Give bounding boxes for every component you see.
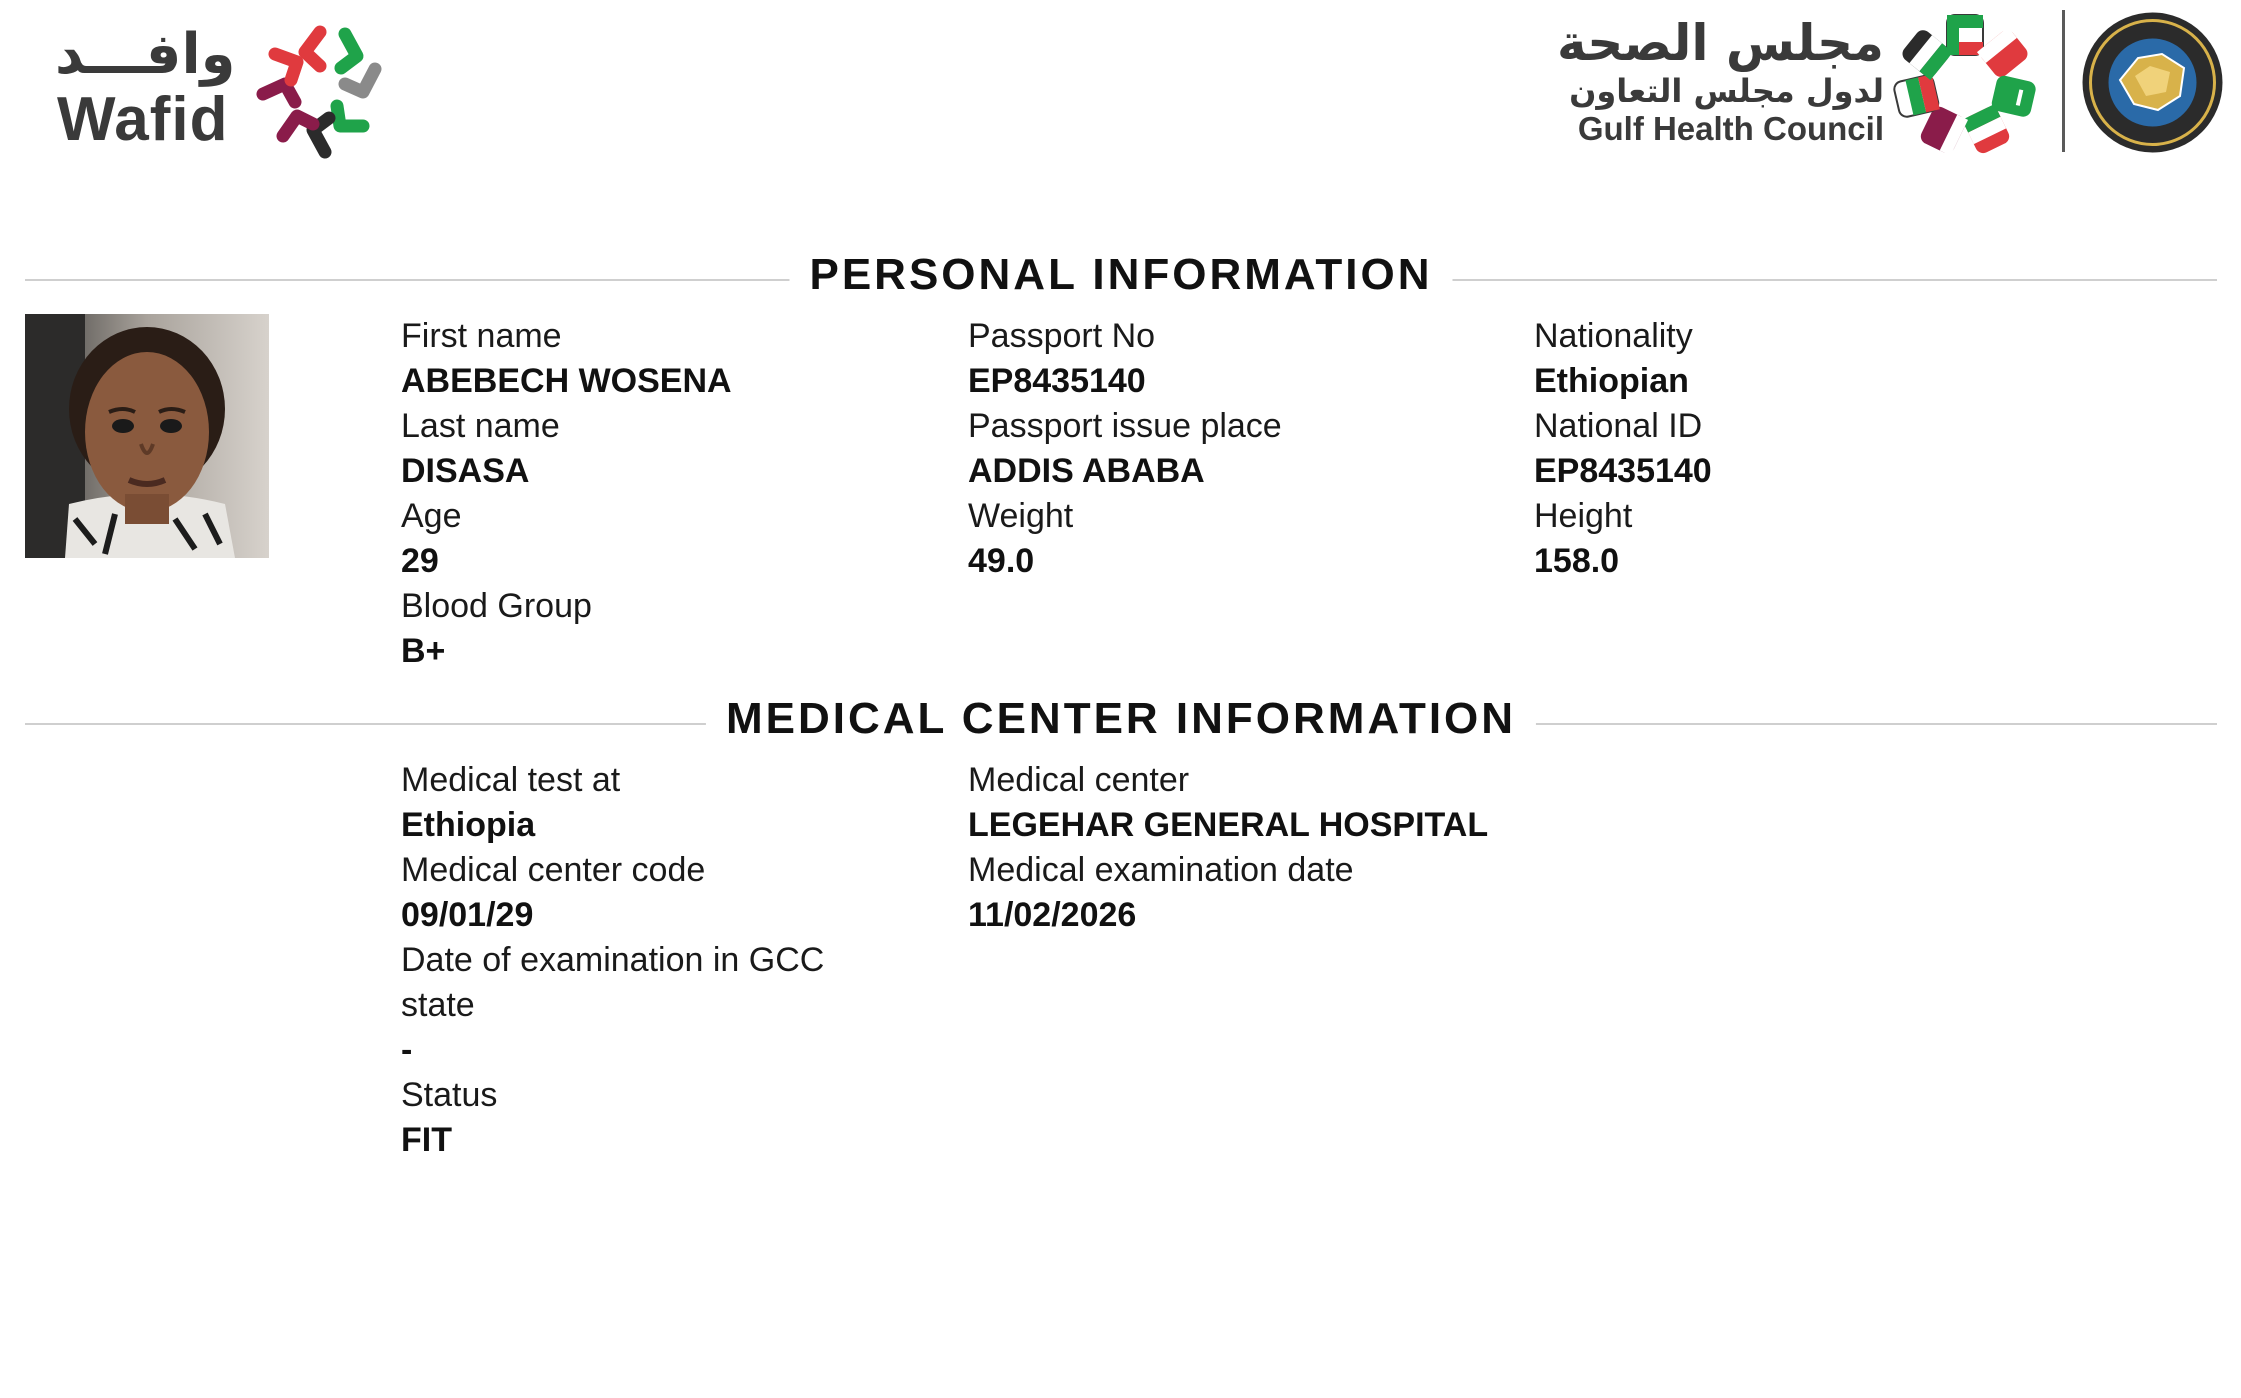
field-value: 158.0	[1534, 542, 1620, 580]
wafid-latin-text: Wafid	[57, 85, 229, 154]
field-value: 29	[401, 542, 439, 580]
wafid-star-icon	[245, 14, 395, 164]
nationality-field	[1534, 314, 2074, 404]
age-field	[401, 494, 941, 584]
field-value: LEGEHAR GENERAL HOSPITAL	[968, 806, 1489, 844]
applicant-portrait-icon	[25, 314, 269, 558]
wafid-logo	[55, 14, 400, 154]
ghc-arabic-subtitle: لدول مجلس التعاون	[1569, 72, 1884, 110]
field-value: EP8435140	[1534, 452, 1712, 490]
field-label: Medical center code	[401, 851, 706, 889]
field-value: B+	[401, 632, 446, 670]
ghc-arabic-title: مجلس الصحة	[1556, 14, 1884, 72]
field-value: DISASA	[401, 452, 530, 490]
gcc-seal-icon	[2080, 10, 2225, 155]
field-label: National ID	[1534, 407, 1703, 445]
field-label: Passport No	[968, 317, 1156, 355]
blood-group-field	[401, 584, 941, 674]
first-name-field	[401, 314, 941, 404]
last-name-field	[401, 404, 941, 494]
field-label: Age	[401, 497, 462, 535]
personal-info-title: PERSONAL INFORMATION	[789, 250, 1452, 300]
field-label: Medical test at	[401, 761, 621, 799]
field-value: EP8435140	[968, 362, 1146, 400]
medical-center-code-field	[401, 848, 941, 938]
weight-field	[968, 494, 1508, 584]
field-label: Last name	[401, 407, 560, 445]
national-id-field	[1534, 404, 2074, 494]
field-value: ADDIS ABABA	[968, 452, 1205, 490]
field-label: Nationality	[1534, 317, 1693, 355]
medical-exam-date-field	[968, 848, 1568, 938]
wafid-arabic-text: وافـــد	[55, 22, 236, 87]
medical-test-at-field	[401, 758, 941, 848]
field-label: Blood Group	[401, 587, 592, 625]
field-value: 11/02/2026	[968, 896, 1137, 934]
medical-info-header	[25, 694, 2217, 754]
field-label: Passport issue place	[968, 407, 1282, 445]
field-label: First name	[401, 317, 562, 355]
passport-no-field	[968, 314, 1508, 404]
field-value: Ethiopian	[1534, 362, 1689, 400]
ghc-logo-divider	[2062, 10, 2065, 152]
applicant-photo	[25, 314, 269, 558]
height-field	[1534, 494, 2074, 584]
medical-center-field	[968, 758, 1568, 848]
field-value: ABEBECH WOSENA	[401, 362, 732, 400]
field-value: 49.0	[968, 542, 1035, 580]
field-value: FIT	[401, 1121, 452, 1159]
personal-info-header	[25, 250, 2217, 310]
field-label: Medical examination date	[968, 851, 1354, 889]
field-label: Date of examination in GCC state	[401, 941, 825, 1024]
field-label: Status	[401, 1076, 498, 1114]
field-value: Ethiopia	[401, 806, 536, 844]
gcc-exam-date-field	[401, 938, 871, 1073]
field-value: 09/01/29	[401, 896, 534, 934]
field-label: Medical center	[968, 761, 1190, 799]
passport-issue-place-field	[968, 404, 1508, 494]
field-label: Height	[1534, 497, 1633, 535]
status-field	[401, 1073, 941, 1163]
ghc-english-name: Gulf Health Council	[1577, 110, 1884, 147]
field-label: Weight	[968, 497, 1074, 535]
field-value: -	[401, 1031, 413, 1069]
ghc-flags-flower-icon	[1890, 10, 2040, 160]
ghc-logo	[1556, 10, 2230, 160]
medical-info-title: MEDICAL CENTER INFORMATION	[706, 694, 1536, 744]
